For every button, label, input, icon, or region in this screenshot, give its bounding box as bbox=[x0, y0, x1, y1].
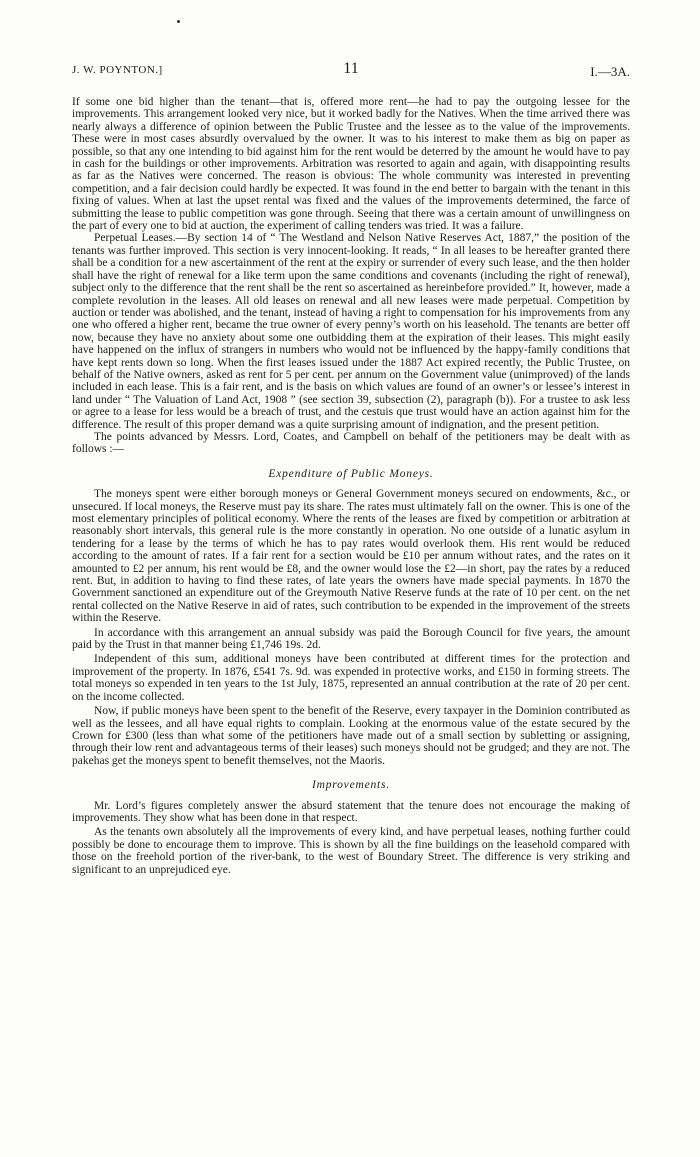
section-heading-improvements: Improvements. bbox=[312, 779, 390, 792]
paragraph: If some one bid higher than the tenant—that is, offered more rent—he had to pay the outgoing lessee for the improvements. This arrangement looked very nice, but it worked badly for the Natives. When the time arrived there was nearly always a difference of opinion between the Public Trustee and the lessee as to the value of the improvements. These were in most cases absurdly overvalued by the owner. It was to his interest to make them as big on paper as possible, so that any one intending to bid against him for the rent would be deterred by the amount he would have to pay in cash for the buildings or other improvements. Arbitration was resorted to again and again, with disappointing results as far as the Natives were concerned. The reason is obvious: The whole community was interested in preventing competition, and a fair decision could hardly be expected. It was found in the end better to bargain with the tenant in this fixing of values. When at last the upset rental was fixed and the values of the improvements determined, the farce of submitting the lease to public competition was gone through. Seeing that there was a certain amount of unwillingness on the part of every one to bid at auction, the experiment of calling tenders was tried. It was a failure. bbox=[72, 96, 630, 233]
paragraph: Now, if public moneys have been spent to the benefit of the Reserve, every taxpayer in the Dominion contributed as well as the lessees, and all have equal rights to complain. Looking at the enormous value of the estate secured by the Crown for £300 (less than what some of the petitioners have made out of a small section by subletting or assigning, through their low rent and advantageous terms of their leases) such moneys should not be grudged; and they are not. The pakehas get the moneys spent to benefit themselves, not the Maoris. bbox=[72, 705, 630, 767]
page-number: 11 bbox=[343, 60, 359, 77]
running-head-author: J. W. POYNTON.] bbox=[72, 64, 163, 76]
page-header bbox=[72, 60, 630, 84]
paragraph: In accordance with this arrangement an annual subsidy was paid the Borough Council for five years, the amount paid by the Trust in that manner being £1,746 19s. 2d. bbox=[72, 626, 630, 652]
page-body bbox=[72, 96, 630, 876]
paragraph: Mr. Lord’s figures completely answer the absurd statement that the tenure does not encourage the making of improvements. They show what has been done in that respect. bbox=[72, 799, 630, 824]
ink-dot bbox=[177, 20, 180, 23]
paragraph: As the tenants own absolutely all the improvements of every kind, and have perpetual leases, nothing further could possibly be done to encourage them to improve. This is shown by all the fine buildings on the leasehold compared with those on the freehold portion of the river-bank, to the west of Boundary Street. The difference is very striking and significant to an unprejudiced eye. bbox=[72, 826, 630, 876]
document-reference: I.—3A. bbox=[590, 64, 630, 79]
paragraph: The moneys spent were either borough moneys or General Government moneys secured on endowments, &c., or unsecured. If local moneys, the Reserve must pay its share. The rates must ultimately fall on the owner. This is one of the most elementary principles of political economy. Where the rents of the leases are fixed by competition or arbitration at reasonably short intervals, this general rule is the more constantly in operation. No one outside of a lunatic asylum in tendering for a lease by the terms of which he has to pay rates would overlook them. His rent would be reduced according to the amount of rates. If a fair rent for a section would be £10 per annum without rates, and the rates on it amounted to £2 per annum, his rent would be £8, and the owner would lose the £2—in short, pay the rates by a reduced rent. But, in addition to having to find these rates, of late years the owners have made special payments. In 1870 the Government sanctioned an expenditure out of the Greymouth Native Reserve funds at the rate of 10 per cent. on the net rental collected on the Native Reserve in aid of rates, such contribution to be expended in the improvement of the streets within the Reserve. bbox=[72, 488, 630, 625]
paragraph: The points advanced by Messrs. Lord, Coates, and Campbell on behalf of the petitioners may be dealt with as follows :— bbox=[72, 430, 630, 456]
paragraph: Independent of this sum, additional moneys have been contributed at different times for the protection and improvement of the property. In 1876, £541 7s. 9d. was expended in protective works, and £150 in forming streets. The total moneys so expended in ten years to the 1st July, 1875, represented an annual contribution at the rate of 20 per cent. on the income collected. bbox=[72, 653, 630, 703]
paragraph-perpetual-leases: Perpetual Leases.—By section 14 of “ The Westland and Nelson Native Reserves Act, 1887,” the position of the tenants was further improved. This section is very innocent-looking. It reads, “ In all leases to be hereafter granted there shall be a condition for a new ascertainment of the rent at the expiry or surrender of every such lease, and the then holder shall have the right of renewal for a like term upon the same conditions and covenants (including the right of renewal), subject only to the difference that the rent shall be the rent so ascertained as hereinbefore provided.” It, however, made a complete revolution in the leases. All old leases on renewal and all new leases were made perpetual. Competition by auction or tender was abolished, and the tenant, instead of having a right to compensation for his improvements from any one who offered a higher rent, became the true owner of every penny’s worth on his leasehold. The tenants are better off now, because they have no anxiety about some one outbidding them at the expiration of their leases. This might easily have happened on the influx of strangers in numbers who would not be influenced by the happy-family conditions that have kept rents down so long. When the first leases issued under the 1887 Act expired recently, the Public Trustee, on behalf of the Native owners, asked as rent for 5 per cent. per annum on the Government value (unimproved) of the lands included in each lease. This is a fair rent, and is the basis on which values are found of an owner’s or lessee’s interest in land under “ The Valuation of Land Act, 1908 ” (see section 39, subsection (2), paragraph (b)). For a trustee to ask less or agree to a lease for less would be a breach of trust, and the cestuis que trust would have an action against him for the difference. The result of this proper demand was a quite surprising amount of indignation, and the present petition. bbox=[72, 232, 630, 431]
section-heading-expenditure: Expenditure of Public Moneys. bbox=[268, 467, 434, 480]
